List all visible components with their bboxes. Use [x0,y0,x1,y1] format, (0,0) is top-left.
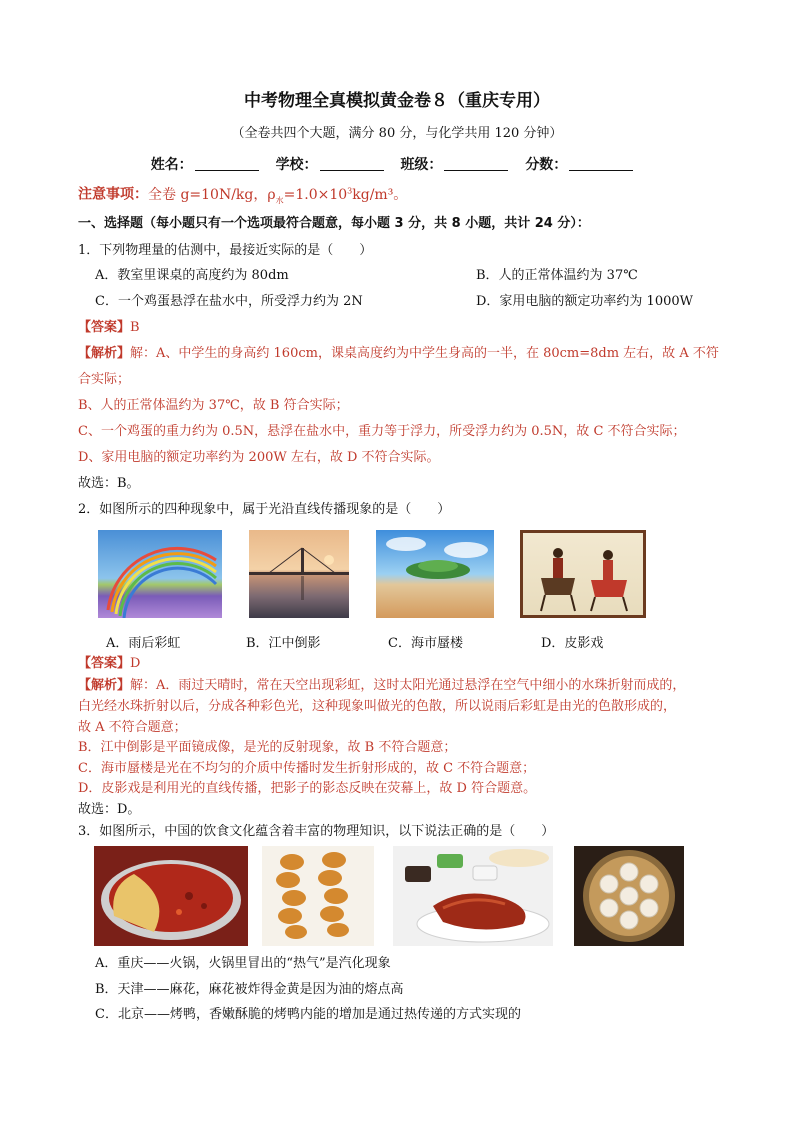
rainbow-icon [98,530,222,618]
q2-caption-a: A．雨后彩虹 [106,636,181,651]
notice-label: 注意事项： [78,186,148,203]
q2-analysis-3: 故 A 不符合题意； [78,720,187,735]
q2-analysis-4: B．江中倒影是平面镜成像，是光的反射现象，故 B 不符合题意； [78,740,457,755]
shadow-puppet-image [520,530,646,618]
q1-analysis-5: D、家用电脑的额定功率约为 200W 左右，故 D 不符合实际。 [78,450,440,465]
roast-duck-image [393,846,553,946]
q1-option-a: A．教室里课桌的高度约为 80dm [95,268,289,283]
notice-line [78,181,407,210]
rainbow-image [98,530,222,618]
q2-stem: 2．如图所示的四种现象中，属于光沿直线传播现象的是（ ） [78,502,451,517]
q1-option-b: B．人的正常体温约为 37℃ [476,268,638,283]
bridge-icon [249,530,349,618]
page-title: 中考物理全真模拟黄金卷８（重庆专用） [244,91,550,111]
q1-analysis-2: 合实际； [78,372,131,387]
q1-analysis-4: C、一个鸡蛋的重力约为 0.5N，悬浮在盐水中，重力等于浮力，所受浮力约为 0.5N，故 C 不符合实际； [78,424,686,439]
notice-text: 全卷 g=10N/kg，$\rho_水=1.0\times 10^3kg/m^3$。 [148,186,408,205]
class-blank[interactable] [444,156,508,171]
q2-analysis-1: 【解析】解：A．雨过天晴时，常在天空出现彩虹，这时太阳光通过悬浮在空气中细小的水珠折射而成的， [78,678,686,693]
hotpot-icon [94,846,248,946]
mirage-icon [376,530,494,618]
page-subtitle: （全卷共四个大题，满分 80 分，与化学共用 120 分钟） [231,126,563,141]
q1-option-d: D．家用电脑的额定功率约为 1000W [476,294,694,309]
q1-analysis-1: 【解析】解：A、中学生的身高约 160cm，课桌高度约为中学生身高的一半，在 80cm=8dm 左右，故 A 不符 [78,346,719,361]
roast-duck-icon [393,846,553,946]
q1-analysis-3: B、人的正常体温约为 37℃，故 B 符合实际； [78,398,349,413]
q1-stem: 1．下列物理量的估测中，最接近实际的是（ ） [78,243,373,258]
section1-heading: 一、选择题（每小题只有一个选项最符合题意，每小题 3 分，共 8 小题，共计 24 分）： [78,216,590,231]
q2-caption-d: D．皮影戏 [541,636,604,651]
q2-caption-b: B．江中倒影 [246,636,321,651]
q2-answer: 【答案】D [78,656,141,671]
dumplings-icon [574,846,684,946]
mahua-image [262,846,374,946]
hotpot-image [94,846,248,946]
mahua-icon [262,846,374,946]
q2-conclusion: 故选：D。 [78,802,141,817]
score-blank[interactable] [569,156,633,171]
q1-conclusion: 故选：B。 [78,476,140,491]
name-blank[interactable] [195,156,259,171]
puppet-icon [523,533,643,615]
q2-analysis-2: 白光经水珠折射以后，分成各种彩色光，这种现象叫做光的色散，所以说雨后彩虹是由光的色散形成的， [78,699,677,714]
mirage-image [376,530,494,618]
q3-option-a: A．重庆——火锅，火锅里冒出的“热气”是汽化现象 [95,956,391,971]
q2-analysis-6: D．皮影戏是利用光的直线传播，把影子的影态反映在荧幕上，故 D 符合题意。 [78,781,537,796]
q3-option-b: B．天津——麻花，麻花被炸得金黄是因为油的熔点高 [95,982,404,997]
bridge-reflection-image [249,530,349,618]
school-label: 学校： [275,157,318,173]
q3-option-c: C．北京——烤鸭，香嫩酥脆的烤鸭内能的增加是通过热传递的方式实现的 [95,1007,521,1022]
student-info-row [0,154,794,174]
name-label: 姓名： [150,157,193,173]
soup-dumplings-image [574,846,684,946]
school-blank[interactable] [320,156,384,171]
class-label: 班级： [400,157,443,173]
q2-caption-c: C．海市蜃楼 [388,636,463,651]
q1-option-c: C．一个鸡蛋悬浮在盐水中，所受浮力约为 2N [95,294,363,309]
q3-stem: 3．如图所示，中国的饮食文化蕴含着丰富的物理知识，以下说法正确的是（ ） [78,824,555,839]
q2-analysis-5: C．海市蜃楼是光在不均匀的介质中传播时发生折射形成的，故 C 不符合题意； [78,761,536,776]
score-label: 分数： [525,157,568,173]
q1-answer: 【答案】B [78,320,140,335]
